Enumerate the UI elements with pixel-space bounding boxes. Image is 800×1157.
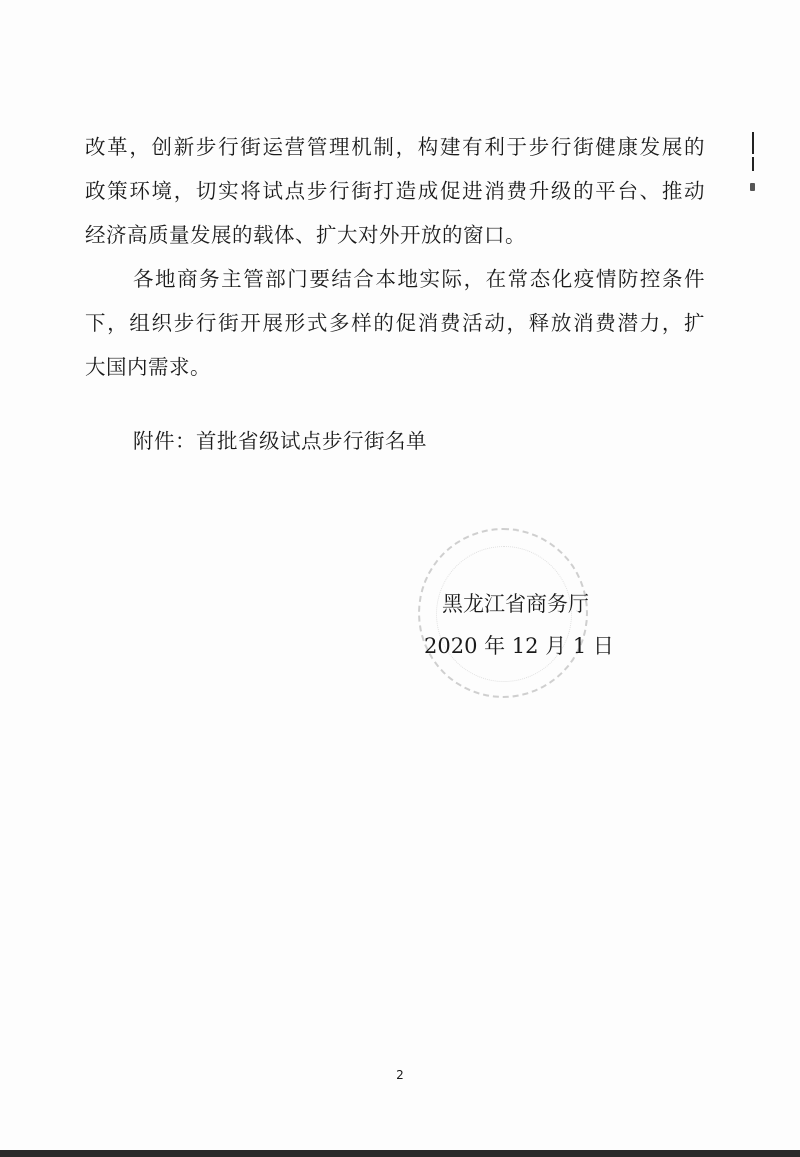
page-number: 2 (396, 1068, 404, 1082)
paragraph1-line3: 经济高质量发展的载体、扩大对外开放的窗口。 (85, 223, 526, 247)
margin-mark-top (752, 132, 754, 154)
paragraph1-line1: 改革，创新步行街运营管理机制，构建有利于步行街健康发展的 (85, 135, 705, 159)
margin-mark-middle (752, 157, 754, 171)
margin-speck (750, 183, 755, 191)
paragraph1-line2: 政策环境，切实将试点步行街打造成促进消费升级的平台、推动 (85, 179, 705, 203)
paragraph2-line2: 下，组织步行街开展形式多样的促消费活动，释放消费潜力，扩 (85, 311, 705, 335)
paragraph2-line3: 大国内需求。 (85, 355, 211, 379)
signature-date: 2020 年 12 月 1 日 (424, 634, 614, 658)
signature-organization: 黑龙江省商务厅 (442, 592, 589, 616)
scan-bottom-edge (0, 1150, 800, 1157)
attachment-note: 附件：首批省级试点步行街名单 (133, 429, 427, 453)
paragraph2-line1: 各地商务主管部门要结合本地实际，在常态化疫情防控条件 (133, 267, 705, 291)
